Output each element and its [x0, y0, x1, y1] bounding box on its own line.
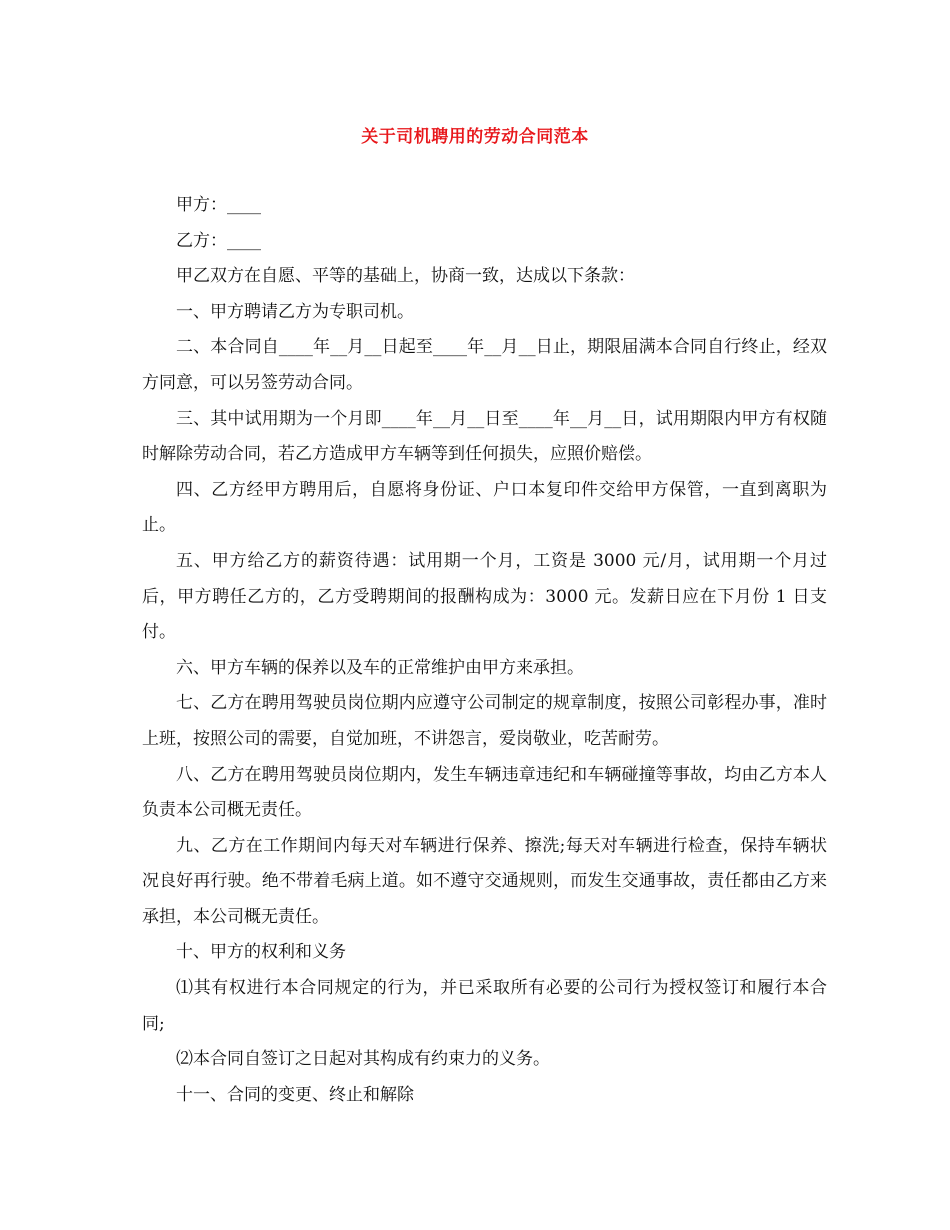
- document-body: [142, 188, 827, 1113]
- document-title: 关于司机聘用的劳动合同范本: [361, 127, 589, 147]
- clause-11-heading: 十一、合同的变更、终止和解除: [176, 1084, 414, 1105]
- clause-10-heading: 十、甲方的权利和义务: [176, 942, 346, 963]
- clause-9: 九、乙方在工作期间内每天对车辆进行保养、擦洗;每天对车辆进行检查，保持车辆状况良好再行驶。绝不带着毛病上道。如不遵守交通规则，而发生交通事故，责任都由乙方来承担，本公司概无责任。: [142, 835, 827, 927]
- clause-10-item-2: ⑵本合同自签订之日起对其构成有约束力的义务。: [176, 1049, 550, 1070]
- clause-6: 六、甲方车辆的保养以及车的正常维护由甲方来承担。: [176, 657, 584, 678]
- preamble-paragraph: 甲乙双方在自愿、平等的基础上，协商一致，达成以下条款：: [176, 266, 635, 287]
- clause-7: 七、乙方在聘用驾驶员岗位期内应遵守公司制定的规章制度，按照公司彰程办事，准时上班，按照公司的需要，自觉加班，不讲怨言，爱岗敬业，吃苦耐劳。: [142, 693, 827, 749]
- party-a-line: 甲方：____: [176, 195, 261, 215]
- clause-1: 一、甲方聘请乙方为专职司机。: [176, 301, 414, 322]
- clause-4: 四、乙方经甲方聘用后，自愿将身份证、户口本复印件交给甲方保管，一直到离职为止。: [142, 479, 827, 536]
- clause-3: 三、其中试用期为一个月即____年__月__日至____年__月__日，试用期限内甲方有权随时解除劳动合同，若乙方造成甲方车辆等到任何损失，应照价赔偿。: [142, 408, 827, 465]
- party-b-line: 乙方：____: [176, 230, 261, 251]
- clause-2: 二、本合同自____年__月__日起至____年__月__日止，期限届满本合同自行终止，经双方同意，可以另签劳动合同。: [142, 337, 827, 393]
- clause-5: 五、甲方给乙方的薪资待遇：试用期一个月，工资是 3000 元/月，试用期一个月过后，甲方聘任乙方的，乙方受聘期间的报酬构成为：3000 元。发薪日应在下月份 1 日支付。: [142, 550, 827, 643]
- clause-8: 八、乙方在聘用驾驶员岗位期内，发生车辆违章违纪和车辆碰撞等事故，均由乙方本人负责本公司概无责任。: [142, 764, 827, 821]
- clause-10-item-1: ⑴其有权进行本合同规定的行为，并已采取所有必要的公司行为授权签订和履行本合同;: [142, 978, 827, 1034]
